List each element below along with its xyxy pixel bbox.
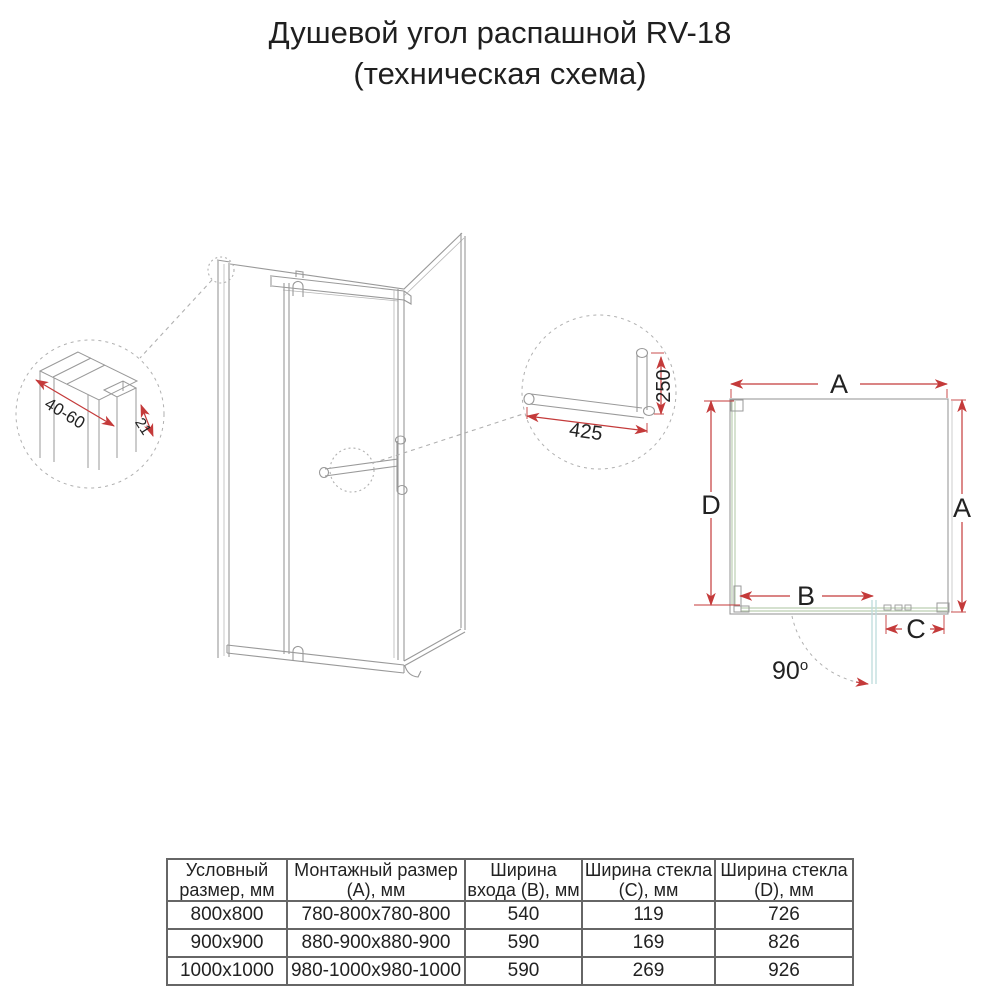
cell-glass-c: 169 [582,929,715,957]
size-table [166,858,854,986]
plan-corner-profile-topleft [731,400,743,411]
cell-entrance: 590 [465,957,582,985]
plan-open-door [872,600,876,684]
glass-top-edge [230,233,462,289]
profile-detail-circle [16,340,164,488]
profile-width-label: 40-60 [41,393,89,433]
dim-label-d-left: D [701,490,721,520]
header-entrance-width: Ширина входа (B), мм [465,859,582,901]
title-line-2: (техническая схема) [353,56,647,91]
cell-entrance: 590 [465,929,582,957]
dim-label-c-bottom: C [906,614,926,644]
cell-nominal: 1000x1000 [167,957,287,985]
cell-mounting: 880-900x880-900 [287,929,465,957]
plan-bottom-glass [741,608,948,611]
size-table-header-row [167,859,853,901]
handle-detail-view [522,315,676,469]
header-mounting-size: Монтажный размер (A), мм [287,859,465,901]
header-nominal-size: Условный размер, мм [167,859,287,901]
handle-length-label: 425 [567,418,604,446]
cell-entrance: 540 [465,901,582,929]
door-panel-3d [284,283,394,658]
corner-profile-3d [398,289,404,661]
cell-glass-d: 826 [715,929,853,957]
header-glass-width-c: Ширина стекла (C), мм [582,859,715,901]
dim-label-b-bottom: B [796,581,816,611]
plan-left-glass [732,401,735,605]
header-glass-width-d: Ширина стекла (D), мм [715,859,853,901]
table-row [167,901,853,929]
wall-profile-3d [217,260,230,658]
dim-label-a-top: A [829,369,849,399]
bottom-threshold-bar [227,645,421,677]
cell-nominal: 800x800 [167,901,287,929]
plan-top-view [694,369,971,685]
profile-detail-view [16,340,164,488]
profile-callout-leader [140,280,212,358]
door-angle-label: 90$^o$ [772,657,809,685]
shower-enclosure-3d-view [140,233,523,677]
cell-glass-d: 726 [715,901,853,929]
cell-glass-c: 119 [582,901,715,929]
door-hinge-bottom [293,646,303,662]
plan-outline [730,399,948,614]
table-row [167,929,853,957]
handle-height-label: 250 [653,369,675,403]
cell-glass-d: 926 [715,957,853,985]
cell-mounting: 780-800x780-800 [287,901,465,929]
table-row [167,957,853,985]
title-line-1: Душевой угол распашной RV-18 [268,15,732,50]
dim-label-a-right: A [952,493,972,523]
cell-mounting: 980-1000x980-1000 [287,957,465,985]
profile-depth-label: 21 [131,414,155,439]
cell-nominal: 900x900 [167,929,287,957]
cell-glass-c: 269 [582,957,715,985]
door-swing-arrow [856,682,868,684]
